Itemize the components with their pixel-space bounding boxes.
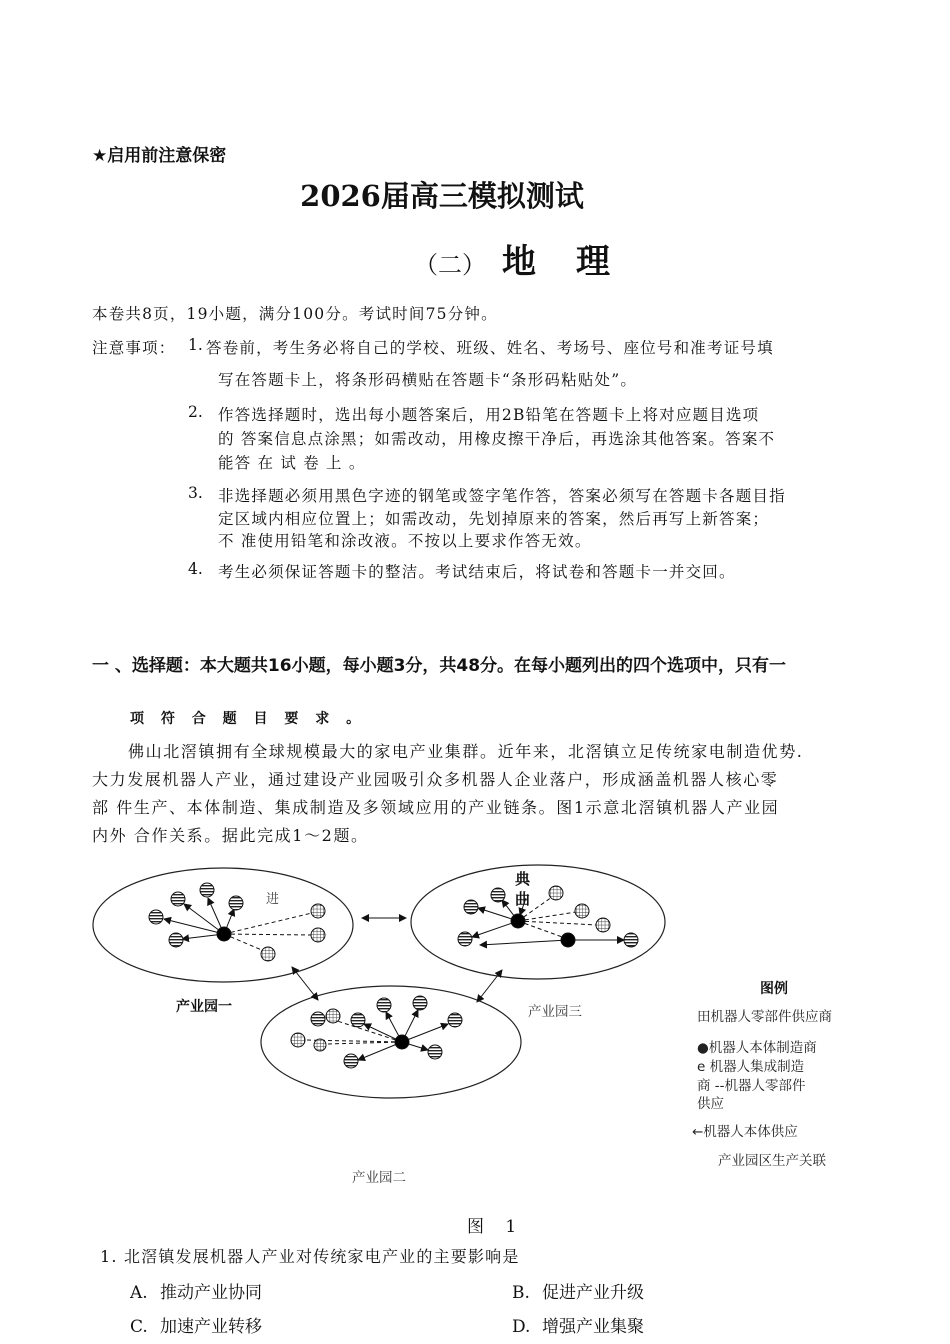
- notice-line: 答卷前，考生务必将自己的学校、班级、姓名、考场号、座位号和准考证号填: [206, 339, 774, 357]
- passage-line: 部 件生产、本体制造、集成制造及多领域应用的产业链条。图1示意北滘镇机器人产业园: [92, 798, 780, 817]
- legend-item: ←机器人本体供应: [692, 1124, 798, 1140]
- park-one-ellipse: [93, 868, 353, 982]
- subject-name: 地理: [502, 242, 650, 282]
- notice-line: 写在答题卡上，将条形码横贴在答题卡“条形码粘贴处”。: [218, 371, 638, 389]
- notice-line: 的 答案信息点涂黑；如需改动，用橡皮擦干净后，再选涂其他答案。答案不: [218, 430, 776, 448]
- section-heading: 一 、选择题：本大题共16小题，每小题3分，共48分。在每小题列出的四个选项中，只有一: [92, 656, 787, 676]
- option-key: C.: [130, 1317, 148, 1337]
- option-d[interactable]: [512, 1312, 644, 1337]
- option-key: A.: [130, 1283, 148, 1303]
- park-two-label: 产业园二: [352, 1170, 406, 1186]
- legend-title: 图例: [760, 981, 788, 997]
- option-text: 推动产业协同: [160, 1283, 262, 1303]
- question-stem: 1. 北滘镇发展机器人产业对传统家电产业的主要影响是: [100, 1247, 520, 1266]
- option-b[interactable]: [512, 1278, 644, 1303]
- option-text: 增强产业集聚: [542, 1317, 644, 1337]
- notice-line: 非选择题必须用黑色字迹的钢笔或签字笔作答，答案必须写在答题卡各题目指: [218, 487, 786, 505]
- passage-line: 佛山北滘镇拥有全球规模最大的家电产业集群。近年来，北滘镇立足传统家电制造优势.: [128, 742, 804, 761]
- park-three-label: 产业园三: [528, 1004, 582, 1020]
- legend-item: ●机器人本体制造商: [697, 1040, 817, 1056]
- notice-line: 定区域内相应位置上；如需改动，先划掉原来的答案，然后再写上新答案；: [218, 510, 770, 528]
- legend-item: 供应: [697, 1096, 724, 1112]
- legend-item: 田机器人零部件供应商: [697, 1009, 832, 1025]
- legend-item: e 机器人集成制造: [697, 1059, 805, 1075]
- notice-num: 2.: [188, 403, 203, 421]
- stray-text: 曲: [515, 890, 531, 908]
- exam-intro: 本卷共8页，19小题，满分100分。考试时间75分钟。: [92, 305, 498, 323]
- option-text: 促进产业升级: [542, 1283, 644, 1303]
- option-key: D.: [512, 1317, 531, 1337]
- passage-line: 大力发展机器人产业，通过建设产业园吸引众多机器人企业落户，形成涵盖机器人核心零: [92, 770, 779, 789]
- legend-item: 商 --机器人零部件: [697, 1078, 806, 1094]
- notice-line: 不 准使用铅笔和涂改液。不按以上要求作答无效。: [218, 532, 592, 550]
- notice-label: 注意事项：: [92, 339, 176, 357]
- notice-line: 能答 在 试 卷 上 。: [218, 454, 366, 472]
- notice-num: 3.: [188, 484, 203, 502]
- option-c[interactable]: [130, 1312, 262, 1337]
- park-link: [292, 967, 318, 1000]
- notice-line: 作答选择题时，选出每小题答案后，用2B铅笔在答题卡上将对应题目选项: [218, 406, 760, 424]
- confidential-notice: ★启用前注意保密: [92, 146, 227, 166]
- stray-text: 进: [266, 892, 280, 907]
- option-text: 加速产业转移: [160, 1317, 262, 1337]
- park-three-ellipse: [411, 865, 665, 979]
- option-a[interactable]: [130, 1278, 262, 1303]
- park-one-label: 产业园一: [176, 999, 232, 1015]
- exam-title: 2026届高三模拟测试: [300, 179, 584, 213]
- option-key: B.: [512, 1283, 530, 1303]
- notice-num: 1.: [188, 336, 203, 354]
- figure-caption: 图 1: [467, 1217, 525, 1237]
- passage-line: 内外 合作关系。据此完成1～2题。: [92, 826, 369, 845]
- legend-item: 产业园区生产关联: [718, 1153, 826, 1169]
- notice-line: 考生必须保证答题卡的整洁。考试结束后，将试卷和答题卡一并交回。: [218, 563, 736, 581]
- section-heading-cont: 项 符 合 题 目 要 求 。: [130, 711, 367, 727]
- subtitle-prefix: （二）: [414, 251, 486, 279]
- notice-num: 4.: [188, 560, 203, 578]
- stray-text: 典: [515, 870, 531, 888]
